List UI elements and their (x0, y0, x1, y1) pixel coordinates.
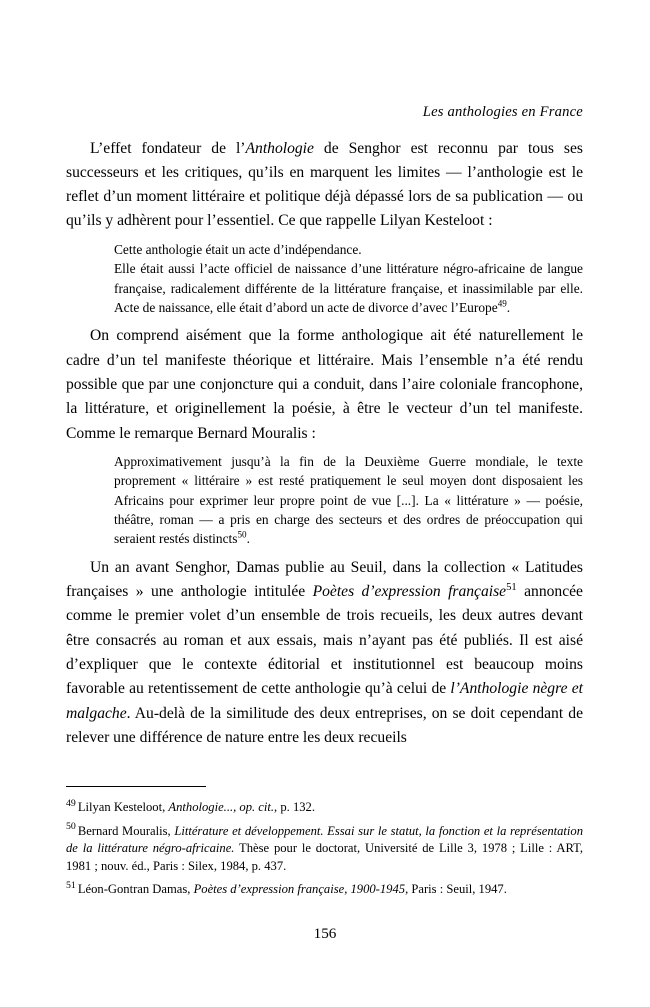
footnote-ref-50[interactable]: 50 (237, 529, 247, 540)
footnote-50-number: 50 (66, 821, 76, 833)
paragraph-1-title-italic: Anthologie (245, 139, 314, 157)
footnote-ref-49[interactable]: 49 (497, 298, 507, 309)
page-content (66, 0, 583, 750)
body-paragraph-3 (66, 556, 583, 750)
paragraph-3-title-italic-2: l’Anthologie nègre et malgache (66, 680, 583, 722)
body-paragraph-1 (66, 137, 583, 234)
quote-1-line-1: Cette anthologie était un acte d’indépendance. (114, 241, 362, 257)
footnote-50 (66, 823, 583, 876)
footnote-50-part-2: Thèse pour le doctorat, Université de Lille 3, 1978 ; Lille : ART, 1981 ; nouv. éd., Paris : Silex, 1984, p. 437. (66, 841, 583, 873)
paragraph-3-part-3: . Au-delà de la similitude des deux entreprises, on se doit cependant de relever une différence de nature entre les deux recueils (66, 704, 583, 746)
blockquote-mouralis (66, 452, 583, 549)
paragraph-1-lead: L’effet fondateur de l’ (90, 139, 246, 157)
footnote-51 (66, 881, 583, 899)
paragraph-3-part-2: annoncée comme le premier volet d’un ensemble de trois recueils, les deux autres devant être consacrés au roman et aux essais, mais n’ayant pas été publiés. Il est aisé d’expliquer que le contexte éditorial et institutionnel est beaucoup moins favorable au retentissement de cette anthologie qu’à celui de (66, 583, 583, 698)
footnote-51-part-2: , Paris : Seuil, 1947. (405, 882, 507, 897)
quote-1-line-2-text: Elle était aussi l’acte officiel de naissance d’une littérature négro-africaine de langue française, radicalement différente de la littérature française, et inassimilable par elle. Acte de naissance, elle était d’abord un acte de divorce d’avec l’Europe (114, 261, 583, 315)
footnote-51-italic: Poètes d’expression française, 1900-1945 (193, 882, 406, 897)
page-number: 156 (313, 925, 337, 942)
footnote-49-italic: Anthologie..., op. cit. (168, 800, 275, 814)
footnote-50-part-1: Bernard Mouralis, (77, 823, 175, 838)
quote-2-text-end: . (246, 531, 250, 547)
paragraph-3-title-italic-1: Poètes d’expression française (312, 583, 507, 601)
quote-2-text: Approximativement jusqu’à la fin de la Deuxième Guerre mondiale, le texte proprement « littéraire » est resté pratiquement le seul moyen dont disposaient les Africains pour exprimer leur propre point de vue [...]. La « littérature » — poésie, théâtre, roman — a pris en charge des secteurs et des ordres de préoccupation qui seraient restés distincts (114, 453, 583, 547)
footnote-51-part-1: Léon-Gontran Damas, (77, 882, 194, 897)
quote-1-line-2 (114, 259, 583, 317)
footnote-49-number: 49 (66, 797, 76, 809)
blockquote-kesteloot (66, 240, 583, 318)
footnote-ref-51[interactable]: 51 (506, 581, 517, 593)
footnotes-section (66, 786, 583, 899)
running-head: Les anthologies en France (422, 104, 583, 120)
footnote-50-italic: Littérature et développement. Essai sur le statut, la fonction et la représentation de la littérature négro-africaine. (66, 823, 584, 856)
paragraph-3-part-1: Un an avant Senghor, Damas publie au Seuil, dans la collection « Latitudes françaises » une anthologie intitulée (66, 558, 583, 601)
quote-1-line-2-end: . (506, 299, 511, 315)
footnote-51-number: 51 (66, 880, 76, 892)
footnote-separator-rule (66, 786, 206, 787)
footnote-49-part-2: , p. 132. (274, 800, 315, 814)
body-paragraph-2: On comprend aisément que la forme anthologique ait été naturellement le cadre d’un tel manifeste théorique et littéraire. Mais l’ensemble n’a été rendu possible que par une conjoncture qui a conduit, dans l’aire coloniale francophone, la littérature, et originellement la poésie, à être le vecteur d’un tel manifeste. Comme le remarque Bernard Mouralis : (66, 327, 583, 442)
quote-2-text-block (114, 452, 583, 549)
footnote-49-part-1: Lilyan Kesteloot, (77, 800, 169, 814)
paragraph-1-rest: de Senghor est reconnu par tous ses successeurs et les critiques, qu’ils en marquent les limites — l’anthologie est le reflet d’un moment littéraire et politique déjà dépassé lors de sa publication — ou qu’ils y adhèrent pour l’essentiel. Ce que rappelle Lilyan Kesteloot : (66, 139, 583, 230)
footnote-49 (66, 799, 583, 817)
